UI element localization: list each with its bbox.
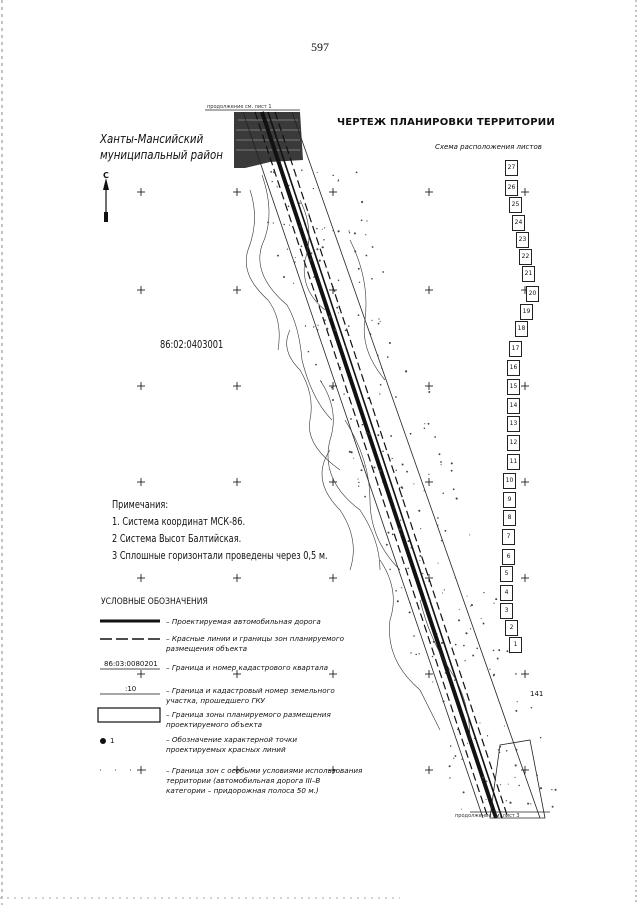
sheet-box: 13 <box>507 416 520 432</box>
sheet-box: 27 <box>505 160 518 176</box>
sheet-box: 15 <box>507 379 520 395</box>
sheet-box: 17 <box>509 341 522 357</box>
legend-sample-point: 1 <box>110 737 115 745</box>
legend-sample-quarter: 86:03:0080201 <box>104 660 158 668</box>
notes-title: Примечания: <box>112 499 169 511</box>
contour-lines <box>246 175 470 740</box>
legend-text: – Граница зоны планируемого размещения <box>166 710 331 719</box>
sheet-box: 12 <box>507 435 520 451</box>
sheet-box: 5 <box>500 566 513 582</box>
bottom-reference: продолжение см. лист 3 <box>455 813 520 819</box>
sheet-box: 19 <box>520 304 533 320</box>
sheet-box: 14 <box>507 398 520 414</box>
sheet-box: 6 <box>502 549 515 565</box>
sheet-box: 21 <box>522 266 535 282</box>
sheet-box: 24 <box>512 215 525 231</box>
sheet-box: 16 <box>507 360 520 376</box>
sheet-box: 26 <box>505 180 518 196</box>
legend-item-red-lines <box>166 634 344 654</box>
cadastral-quarter-label: 86:02:0403001 <box>160 338 224 351</box>
region-line-2: муниципальный район <box>100 148 223 162</box>
sheet-box: 4 <box>500 585 513 601</box>
scheme-title: Схема расположения листов <box>435 143 542 151</box>
point-marker-icon <box>100 738 106 744</box>
legend-text: – Проектируемая автомобильная дорога <box>166 617 321 626</box>
legend-text: размещения объекта <box>166 644 248 653</box>
legend-text: категории – придорожная полоса 50 м.) <box>166 786 319 795</box>
sheet-box: 11 <box>507 454 520 470</box>
sheet-box: 10 <box>503 473 516 489</box>
sheet-box: 3 <box>500 603 513 619</box>
legend-samples <box>98 621 160 770</box>
legend-title: УСЛОВНЫЕ ОБОЗНАЧЕНИЯ <box>101 597 208 607</box>
sheet-box: 20 <box>526 286 539 302</box>
region-label <box>100 131 223 163</box>
legend-text: – Обозначение характерной точки <box>166 735 298 744</box>
note-item: 1. Система координат МСК-86. <box>112 516 246 528</box>
legend-item-quarter <box>166 663 328 673</box>
legend-text: проектируемых красных линий <box>166 745 286 754</box>
legend-item-road <box>166 617 321 627</box>
region-line-1: Ханты-Мансийский <box>100 132 204 146</box>
legend-text: – Граница и номер кадастрового квартала <box>166 663 328 672</box>
legend-item-special-zone <box>166 766 362 796</box>
legend-text: – Граница зон с особыми условиями использования <box>166 766 363 775</box>
legend-sample-parcel: :10 <box>125 685 137 693</box>
legend-text: проектируемого объекта <box>166 720 263 729</box>
legend-item-parcel <box>166 686 335 706</box>
sheet-box: 7 <box>502 529 515 545</box>
sheet-box: 23 <box>516 232 529 248</box>
top-reference: продолжение см. лист 1 <box>207 104 272 110</box>
notes-block <box>112 497 328 565</box>
legend-text: – Граница и кадастровый номер земельного <box>166 686 335 695</box>
sheet-box: 8 <box>503 510 516 526</box>
note-item: 2 Система Высот Балтийская. <box>112 533 242 545</box>
legend-text: – Красные линии и границы зон планируемого <box>166 634 344 643</box>
sheet-box: 22 <box>519 249 532 265</box>
sheet-box: 18 <box>515 321 528 337</box>
legend-text: участка, прошедшего ГКУ <box>166 696 265 705</box>
page-number: 597 <box>311 40 329 54</box>
legend-text: территории (автомобильная дорога III–В <box>166 776 321 785</box>
legend-item-zone <box>166 710 331 730</box>
note-item: 3 Сплошные горизонтали проведены через 0,5 м. <box>112 550 328 562</box>
end-point-label: 141 <box>530 690 544 698</box>
legend-item-point <box>166 735 297 755</box>
sheet-box: 9 <box>503 492 516 508</box>
north-arrow-icon <box>103 178 109 222</box>
sheet-box: 1 <box>509 637 522 653</box>
sheet-box: 25 <box>509 197 522 213</box>
north-label: С <box>103 171 109 180</box>
drawing-title: ЧЕРТЕЖ ПЛАНИРОВКИ ТЕРРИТОРИИ <box>337 117 555 128</box>
sheet-box: 2 <box>505 620 518 636</box>
